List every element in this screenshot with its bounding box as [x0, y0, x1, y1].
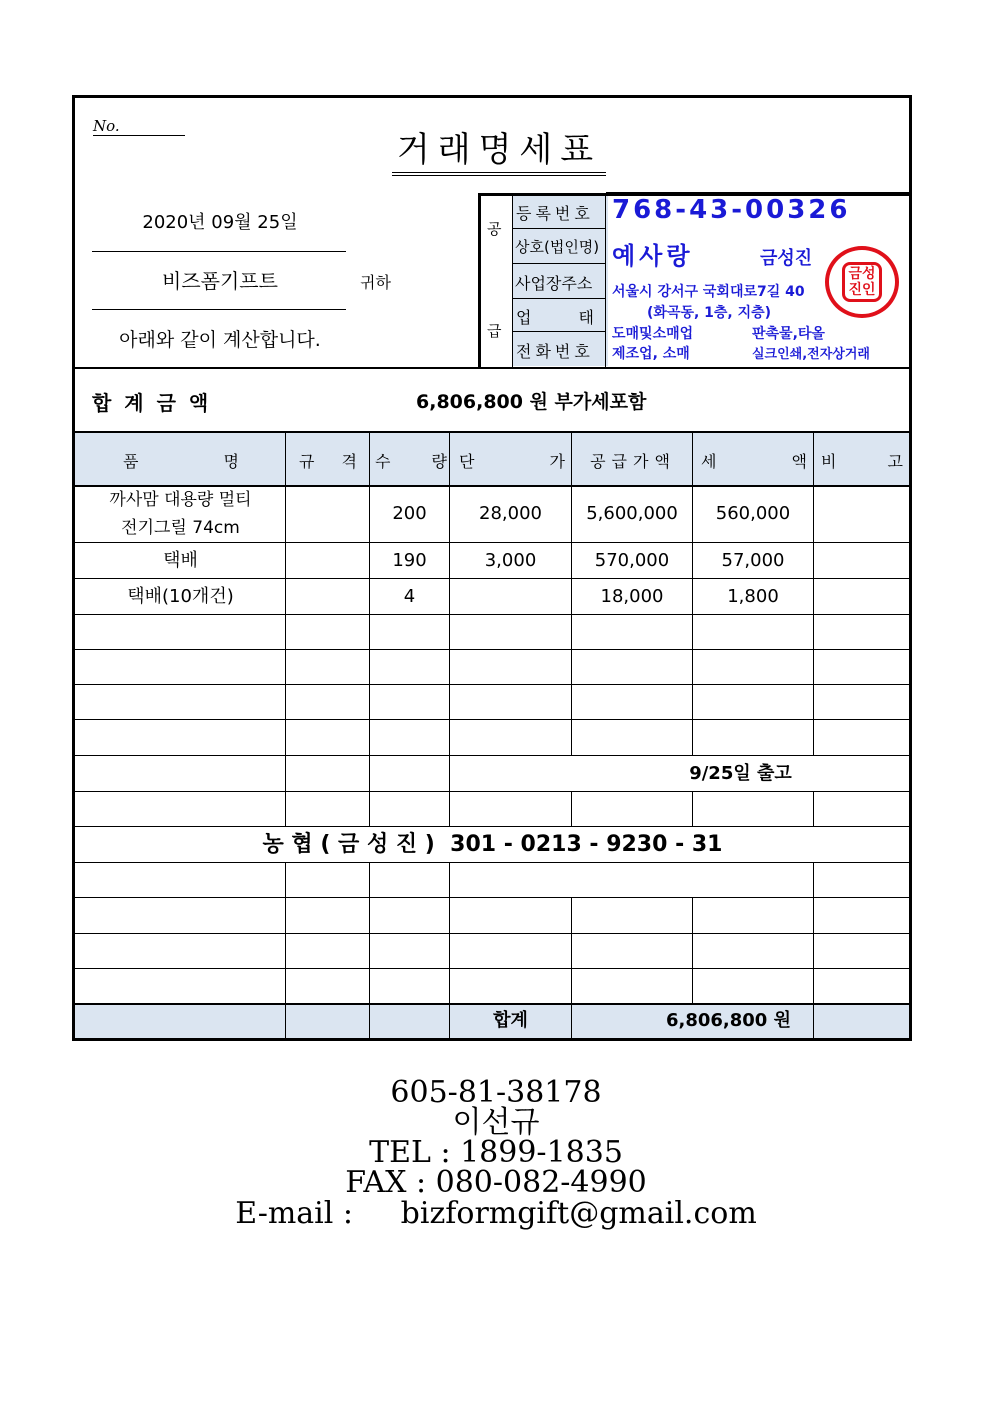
supplier-side-label-bottom: 급: [487, 322, 502, 340]
supplier-biz-type-1: 도매및소매업: [612, 326, 694, 342]
total-amount-value: 6,806,800 원 부가세포함: [416, 391, 647, 413]
recipient-name: 비즈폼기프트: [162, 269, 278, 293]
shipping-note: 9/25일 출고: [689, 762, 792, 784]
row3-tax: 1,800: [727, 585, 779, 607]
row3-supply: 18,000: [600, 585, 664, 607]
row1-unit: 28,000: [479, 503, 542, 524]
supplier-biz-type-2: 제조업, 소매: [612, 346, 690, 362]
row1-tax: 560,000: [715, 503, 791, 524]
page-title: 거래명세표: [392, 130, 606, 176]
company-seal-stamp: [825, 246, 899, 318]
label-biz-type: 업 태: [516, 308, 595, 327]
footer-email: E-mail : bizformgift@gmail.com: [235, 1196, 757, 1231]
seal-text: 금성진인: [842, 262, 882, 302]
label-phone: 전화번호: [516, 342, 594, 361]
calc-notice: 아래와 같이 계산합니다.: [119, 329, 321, 351]
footer-contact-name: 이선규: [452, 1105, 540, 1140]
table-total-label: 합계: [493, 1010, 528, 1031]
number-label: No.: [93, 117, 185, 136]
bank-account-info: 농 협 ( 금 성 진 ) 301 - 0213 - 9230 - 31: [262, 831, 723, 857]
honorific: 귀하: [360, 273, 391, 292]
col-header-qty: 수 량: [375, 452, 447, 471]
total-amount-label: 합 계 금 액: [92, 391, 212, 415]
row2-supply: 570,000: [594, 549, 670, 571]
supplier-reg-no: 768-43-00326: [612, 195, 851, 225]
col-header-tax: 세 액: [701, 452, 807, 471]
row2-unit: 3,000: [484, 549, 537, 571]
supplier-biz-item-2: 실크인쇄,전자상거래: [752, 347, 870, 362]
row3-item: 택배(10개건): [127, 585, 234, 607]
col-header-supply: 공급가액: [590, 452, 676, 471]
supplier-address-1: 서울시 강서구 국회대로7길 40: [612, 284, 805, 300]
col-header-note: 비 고: [821, 452, 903, 471]
invoice-date: 2020년 09월 25일: [142, 212, 298, 233]
footer-tel: TEL : 1899-1835: [369, 1135, 623, 1170]
supplier-address-2: (화곡동, 1층, 지층): [647, 305, 772, 321]
table-total-value: 6,806,800 원: [665, 1010, 791, 1031]
row3-qty: 4: [403, 585, 416, 607]
col-header-item: 품 명: [123, 452, 239, 471]
row1-qty: 200: [392, 503, 427, 524]
row2-qty: 190: [392, 549, 427, 571]
row2-item: 택배: [163, 549, 198, 571]
label-reg-no: 등록번호: [516, 204, 594, 223]
supplier-side-label-top: 공: [487, 220, 502, 238]
row1-item: 까사맘 대용량 멀티 전기그릴 74cm: [109, 490, 252, 538]
label-address: 사업장주소: [515, 274, 593, 293]
label-company-name: 상호(법인명): [515, 238, 600, 256]
row1-supply: 5,600,000: [586, 503, 678, 524]
supplier-name: 예사랑: [612, 242, 694, 270]
row2-tax: 57,000: [721, 549, 785, 571]
supplier-owner: 금성진: [760, 248, 813, 269]
footer-fax: FAX : 080-082-4990: [345, 1165, 647, 1200]
col-header-spec: 규 격: [299, 452, 357, 471]
col-header-unit: 단 가: [459, 452, 565, 471]
footer-biz-number: 605-81-38178: [390, 1075, 602, 1110]
supplier-biz-item-1: 판촉물,타올: [752, 326, 825, 342]
